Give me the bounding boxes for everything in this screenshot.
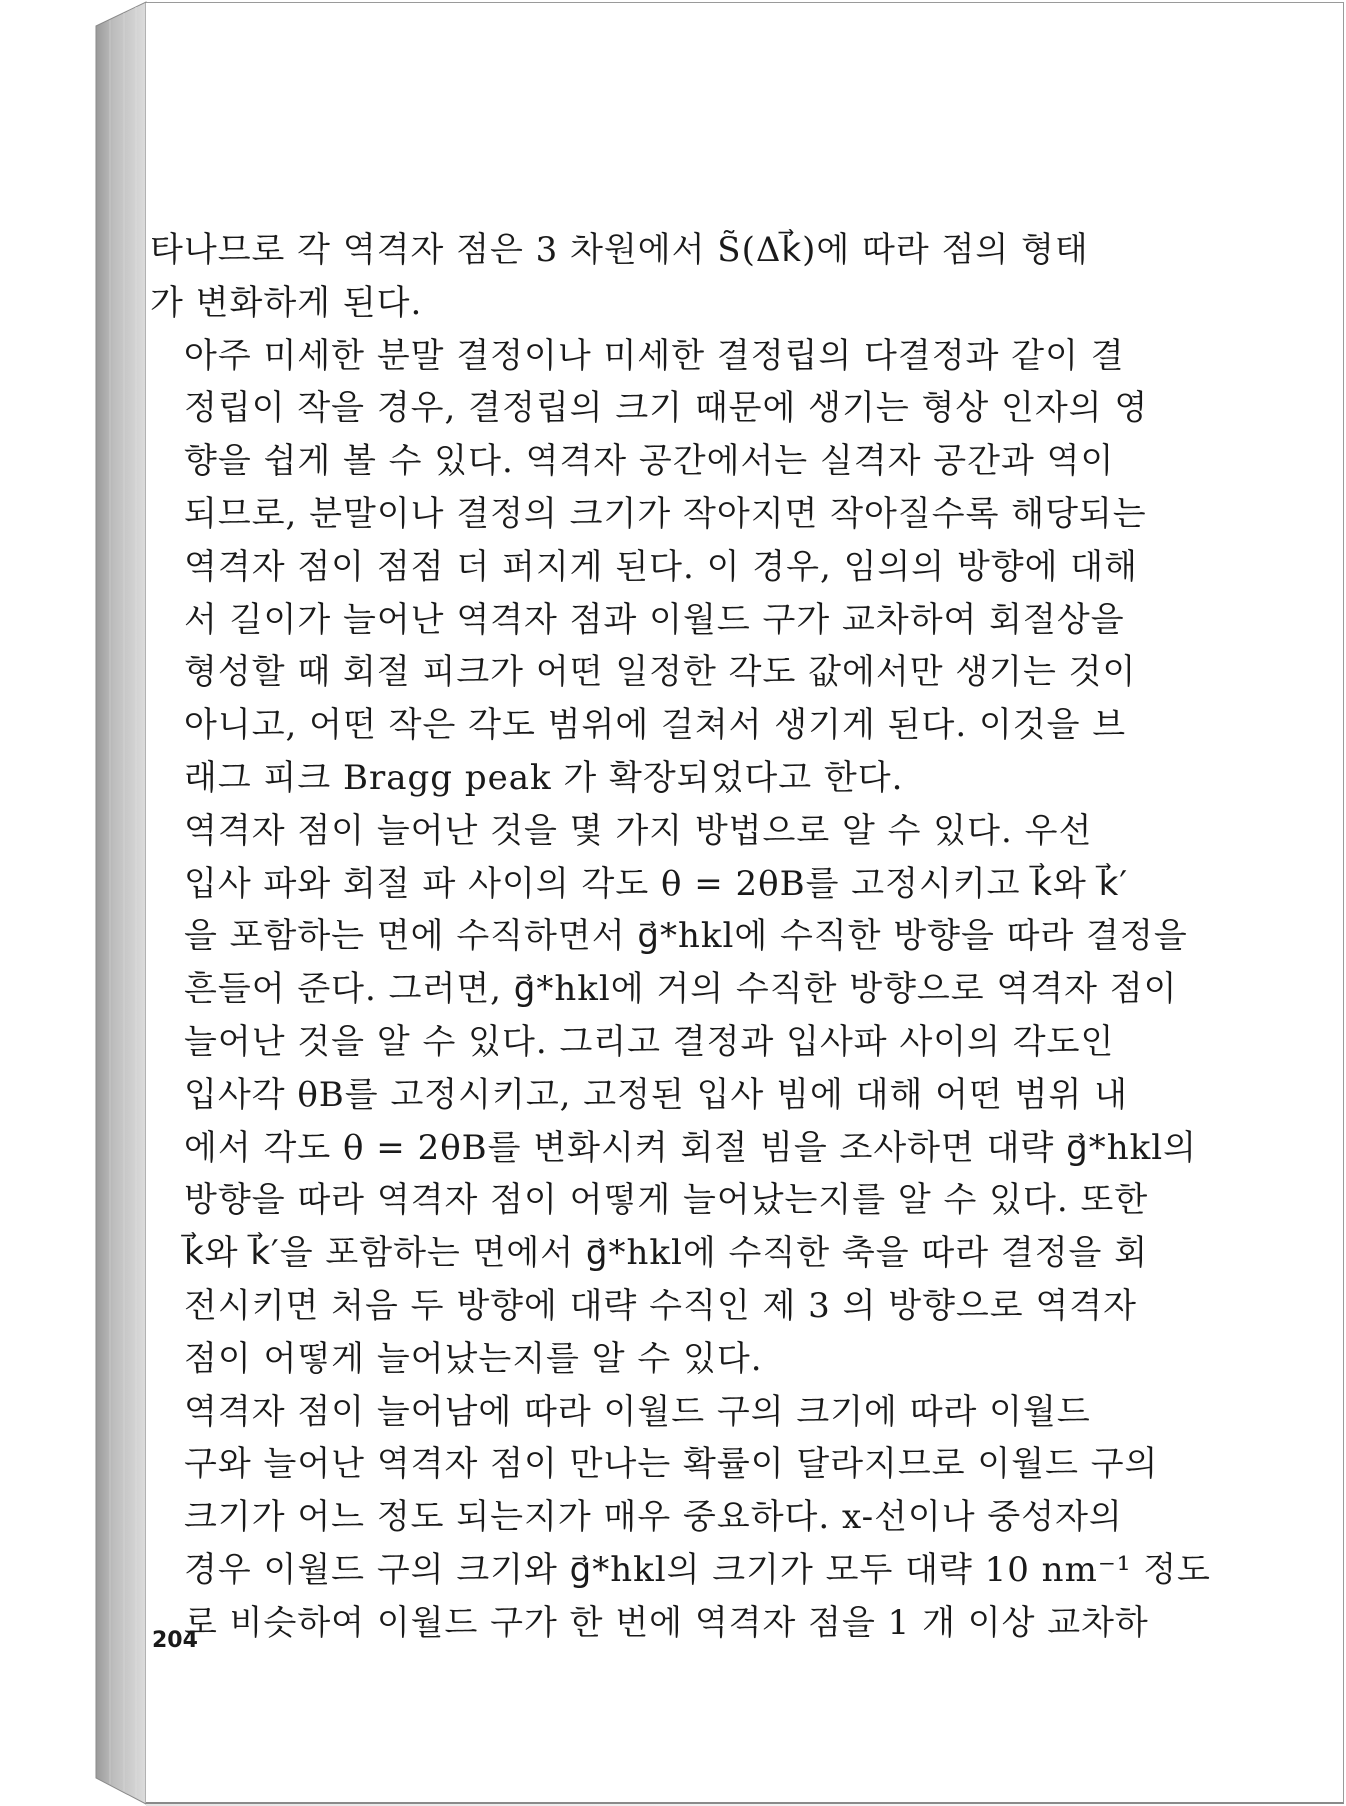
text-line: 서 길이가 늘어난 역격자 점과 이월드 구가 교차하여 회절상을 — [184, 599, 1125, 640]
text-line: 늘어난 것을 알 수 있다. 그리고 결정과 입사파 사이의 각도인 — [184, 1021, 1115, 1062]
text-line: 경우 이월드 구의 크기와 g⃗*hkl의 크기가 모두 대략 10 nm⁻¹ 정도 — [184, 1549, 1211, 1590]
text-line: 역격자 점이 늘어난 것을 몇 가지 방법으로 알 수 있다. 우선 — [184, 810, 1093, 851]
text-line: 타나므로 각 역격자 점은 3 차원에서 S̃(Δk⃗)에 따라 점의 형태 — [150, 230, 1089, 270]
text-line: 가 변화하게 된다. — [150, 282, 423, 323]
text-line: 형성할 때 회절 피크가 어떤 일정한 각도 값에서만 생기는 것이 — [184, 652, 1137, 693]
body-text — [150, 224, 1211, 1650]
text-line: 래그 피크 Bragg peak 가 확장되었다고 한다. — [184, 757, 904, 798]
text-line: 아니고, 어떤 작은 각도 범위에 걸쳐서 생기게 된다. 이것을 브 — [184, 705, 1127, 746]
paragraph-1 — [150, 224, 1089, 330]
page-number: 204 — [152, 1628, 198, 1653]
paragraph-4 — [150, 1386, 1211, 1650]
text-line: 전시키면 처음 두 방향에 대략 수직인 제 3 의 방향으로 역격자 — [184, 1285, 1137, 1326]
text-line: 되므로, 분말이나 결정의 크기가 작아지면 작아질수록 해당되는 — [184, 493, 1147, 534]
text-line: 입사 파와 회절 파 사이의 각도 θ = 2θB를 고정시키고 k⃗와 k⃗′ — [184, 863, 1129, 904]
text-line: 입사각 θB를 고정시키고, 고정된 입사 빔에 대해 어떤 범위 내 — [184, 1074, 1128, 1115]
text-line: 정립이 작을 경우, 결정립의 크기 때문에 생기는 형상 인자의 영 — [184, 388, 1149, 429]
paragraph-2 — [150, 330, 1149, 805]
text-line: 향을 쉽게 볼 수 있다. 역격자 공간에서는 실격자 공간과 역이 — [184, 441, 1115, 482]
text-line: 크기가 어느 정도 되는지가 매우 중요하다. x-선이나 중성자의 — [184, 1497, 1123, 1538]
text-line: 흔들어 준다. 그러면, g⃗*hkl에 거의 수직한 방향으로 역격자 점이 — [184, 969, 1178, 1010]
text-line: 점이 어떻게 늘어났는지를 알 수 있다. — [184, 1338, 763, 1379]
text-line: k⃗와 k⃗′을 포함하는 면에서 g⃗*hkl에 수직한 축을 따라 결정을 회 — [184, 1233, 1149, 1274]
text-line: 역격자 점이 늘어남에 따라 이월드 구의 크기에 따라 이월드 — [184, 1391, 1091, 1432]
text-line: 구와 늘어난 역격자 점이 만나는 확률이 달라지므로 이월드 구의 — [184, 1444, 1159, 1485]
paragraph-3 — [150, 805, 1197, 1386]
text-line: 을 포함하는 면에 수직하면서 g⃗*hkl에 수직한 방향을 따라 결정을 — [184, 916, 1188, 957]
text-line: 방향을 따라 역격자 점이 어떻게 늘어났는지를 알 수 있다. 또한 — [184, 1180, 1149, 1221]
text-line: 아주 미세한 분말 결정이나 미세한 결정립의 다결정과 같이 결 — [184, 335, 1125, 376]
text-line: 에서 각도 θ = 2θB를 변화시켜 회절 빔을 조사하면 대략 g⃗*hkl의 — [184, 1127, 1197, 1168]
text-line: 로 비슷하여 이월드 구가 한 번에 역격자 점을 1 개 이상 교차하 — [184, 1602, 1149, 1643]
text-line: 역격자 점이 점점 더 퍼지게 된다. 이 경우, 임의의 방향에 대해 — [184, 546, 1138, 587]
